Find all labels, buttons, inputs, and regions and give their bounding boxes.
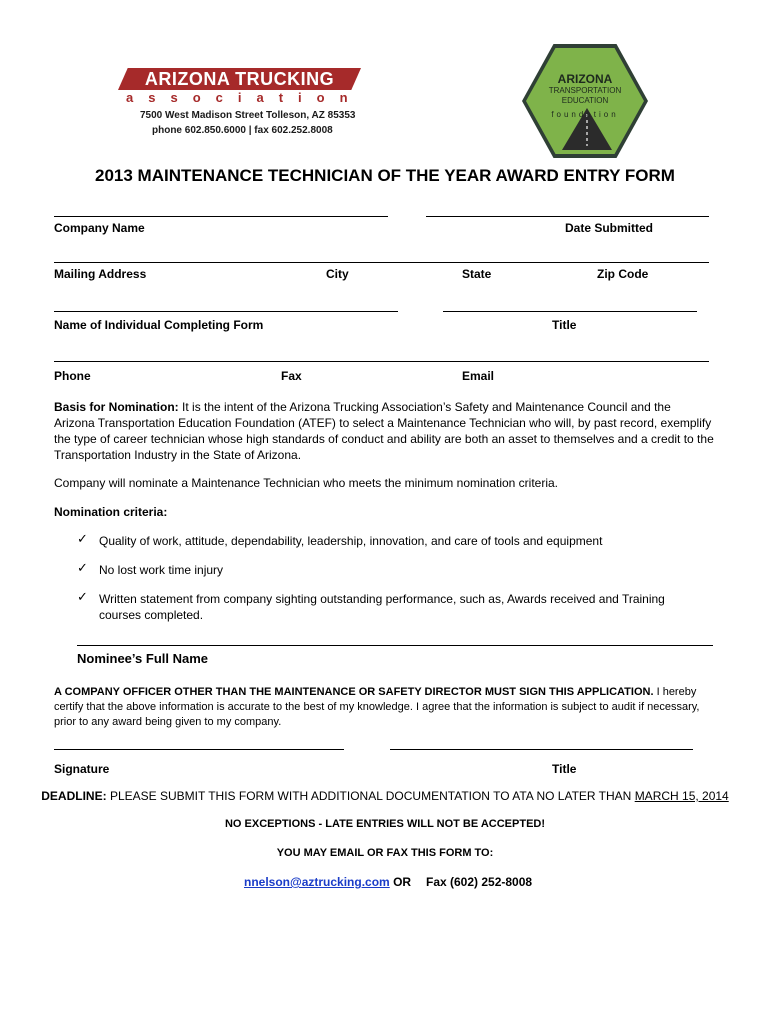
atef-line2: TRANSPORTATION (548, 86, 622, 95)
company-name-line[interactable] (54, 216, 388, 217)
signature-title-line[interactable] (390, 749, 693, 750)
city-label: City (326, 267, 349, 281)
basis-paragraph (54, 399, 714, 463)
basis-label: Basis for Nomination: (54, 400, 179, 414)
fax-number: Fax (602) 252-8008 (426, 875, 533, 889)
name-completing-label: Name of Individual Completing Form (54, 318, 264, 332)
mailing-address-label: Mailing Address (54, 267, 147, 281)
email-label: Email (462, 369, 495, 383)
contact-line (244, 875, 411, 889)
nominee-label: Nominee’s Full Name (77, 651, 208, 666)
mailing-address-line[interactable] (54, 262, 709, 263)
deadline-body: PLEASE SUBMIT THIS FORM WITH ADDITIONAL DOCUMENTATION TO ATA NO LATER THAN (106, 789, 635, 803)
submit-to-text: YOU MAY EMAIL OR FAX THIS FORM TO: (276, 847, 494, 859)
signature-line[interactable] (54, 749, 344, 750)
criteria-item-1: Quality of work, attitude, dependability, leadership, innovation, and care of tools and equipment (99, 534, 603, 548)
email-link[interactable]: nnelson@aztrucking.com (244, 875, 390, 889)
signature-label: Signature (54, 762, 110, 776)
deadline-date: MARCH 15, 2014 (634, 789, 729, 803)
criteria-label: Nomination criteria: (54, 505, 168, 519)
checkmark-icon: ✓ (77, 560, 88, 575)
ata-logo (118, 68, 363, 138)
title-label: Title (552, 318, 577, 332)
criteria-item-2: No lost work time injury (99, 563, 224, 577)
zip-label: Zip Code (597, 267, 649, 281)
nominee-line[interactable] (77, 645, 713, 646)
company-will-text: Company will nominate a Maintenance Technician who meets the minimum nomination criteria. (54, 476, 559, 490)
certify-paragraph (54, 685, 714, 730)
checkmark-icon: ✓ (77, 531, 88, 546)
atef-logo (522, 44, 648, 158)
no-exceptions-text: NO EXCEPTIONS - LATE ENTRIES WILL NOT BE ACCEPTED! (224, 818, 546, 830)
atef-line3: EDUCATION (561, 96, 609, 105)
phone-label: Phone (54, 369, 91, 383)
atef-line1: ARIZONA (557, 72, 613, 86)
name-completing-line[interactable] (54, 311, 398, 312)
certify-text: I hereby certify that the above information is accurate to the best of my knowledge. I agree that the information is subject to audit if necessary, prior to any award being given to my company. (54, 686, 700, 728)
criteria-item-3: Written statement from company sighting outstanding performance, such as, Awards received and Training courses completed. (99, 592, 665, 622)
ata-address: 7500 West Madison Street Tolleson, AZ 85353 (140, 110, 356, 121)
title-line[interactable] (443, 311, 697, 312)
atef-line4: foundation (551, 110, 619, 119)
ata-phone: phone 602.850.6000 | fax 602.252.8008 (152, 125, 333, 136)
date-submitted-label: Date Submitted (565, 221, 654, 235)
ata-sub: association (126, 90, 363, 105)
deadline-text (0, 789, 770, 803)
deadline-label: DEADLINE: (41, 789, 107, 803)
form-title: 2013 MAINTENANCE TECHNICIAN OF THE YEAR AWARD ENTRY FORM (95, 166, 675, 185)
phone-fax-email-line[interactable] (54, 361, 709, 362)
ata-name: ARIZONA TRUCKING (144, 69, 335, 89)
signature-title-label: Title (552, 762, 577, 776)
company-name-label: Company Name (54, 221, 145, 235)
basis-text: It is the intent of the Arizona Trucking Association’s Safety and Maintenance Council and the Arizona Transportation Education Foundation (ATEF) to select a Maintenance Technician who will, by past record, exemplify the type of career technician whose high standards of conduct and ability are both an asset to themselves and a credit to the Transportation Industry in the State of Arizona. (54, 400, 714, 462)
or-text: OR (389, 875, 412, 889)
checkmark-icon: ✓ (77, 589, 88, 604)
certify-bold: A COMPANY OFFICER OTHER THAN THE MAINTENANCE OR SAFETY DIRECTOR MUST SIGN THIS APPLICATION. (54, 686, 654, 698)
state-label: State (462, 267, 492, 281)
date-submitted-line[interactable] (426, 216, 709, 217)
fax-label: Fax (281, 369, 302, 383)
